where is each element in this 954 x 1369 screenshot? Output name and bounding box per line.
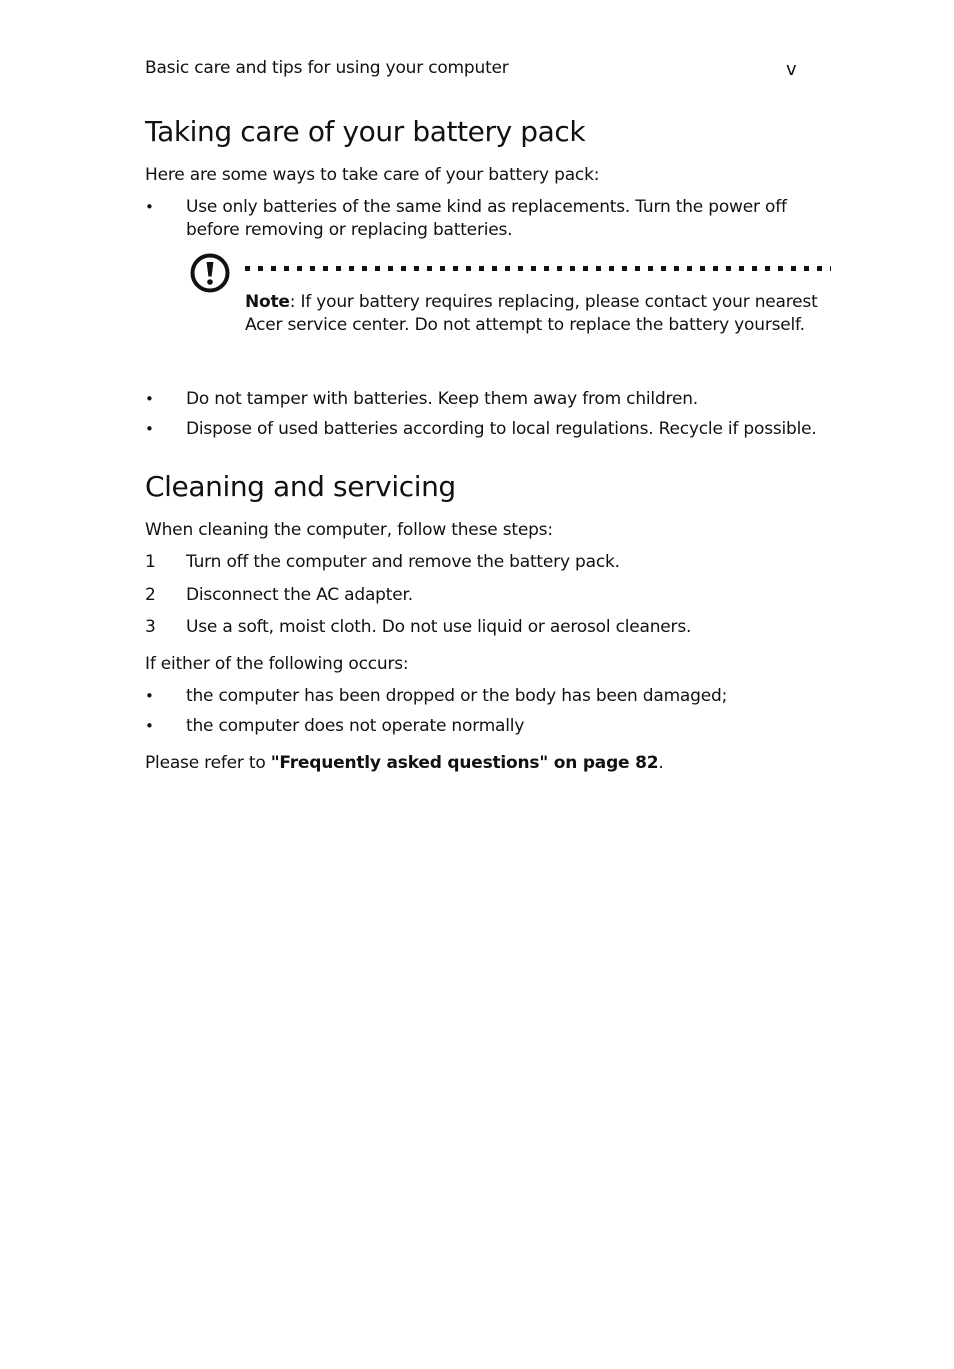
list-item	[145, 418, 835, 441]
note-divider	[245, 266, 831, 271]
list-item	[145, 715, 835, 738]
note-body: : If your battery requires replacing, please contact your nearest Acer service center. Do not attempt to replace the battery yourself.	[245, 292, 818, 335]
running-header	[145, 57, 805, 81]
step-text: Disconnect the AC adapter.	[186, 585, 413, 605]
step-number: 1	[145, 552, 156, 572]
refer-paragraph	[145, 752, 664, 775]
list-item	[145, 685, 835, 708]
list-item	[145, 388, 835, 411]
conditions-intro: If either of the following occurs:	[145, 654, 409, 674]
cleaning-intro: When cleaning the computer, follow these steps:	[145, 520, 553, 540]
list-item	[145, 196, 835, 242]
page-number: v	[786, 59, 797, 80]
refer-suffix: .	[658, 753, 664, 773]
bullet-marker: •	[145, 717, 154, 735]
note-box	[245, 291, 835, 337]
list-item-text: the computer has been dropped or the body has been damaged;	[186, 686, 728, 706]
battery-heading: Taking care of your battery pack	[145, 115, 586, 148]
list-item-text: the computer does not operate normally	[186, 716, 525, 736]
header-title: Basic care and tips for using your computer	[145, 58, 509, 78]
step-number: 3	[145, 617, 156, 637]
note-label: Note	[245, 292, 290, 312]
list-item-text: Use only batteries of the same kind as replacements. Turn the power off before removing or replacing batteries.	[186, 197, 787, 240]
faq-link[interactable]: "Frequently asked questions" on page 82	[270, 753, 659, 773]
bullet-marker: •	[145, 198, 154, 216]
step-item	[145, 616, 835, 639]
step-item	[145, 551, 835, 574]
battery-intro: Here are some ways to take care of your battery pack:	[145, 165, 600, 185]
list-item-text: Dispose of used batteries according to local regulations. Recycle if possible.	[186, 419, 817, 439]
list-item-text: Do not tamper with batteries. Keep them away from children.	[186, 389, 698, 409]
step-item	[145, 584, 835, 607]
bullet-marker: •	[145, 420, 154, 438]
exclamation-circle-icon	[189, 252, 233, 296]
refer-prefix: Please refer to	[145, 753, 271, 773]
cleaning-heading: Cleaning and servicing	[145, 470, 456, 503]
step-text: Use a soft, moist cloth. Do not use liquid or aerosol cleaners.	[186, 617, 692, 637]
bullet-marker: •	[145, 687, 154, 705]
bullet-marker: •	[145, 390, 154, 408]
step-number: 2	[145, 585, 156, 605]
step-text: Turn off the computer and remove the battery pack.	[186, 552, 620, 572]
